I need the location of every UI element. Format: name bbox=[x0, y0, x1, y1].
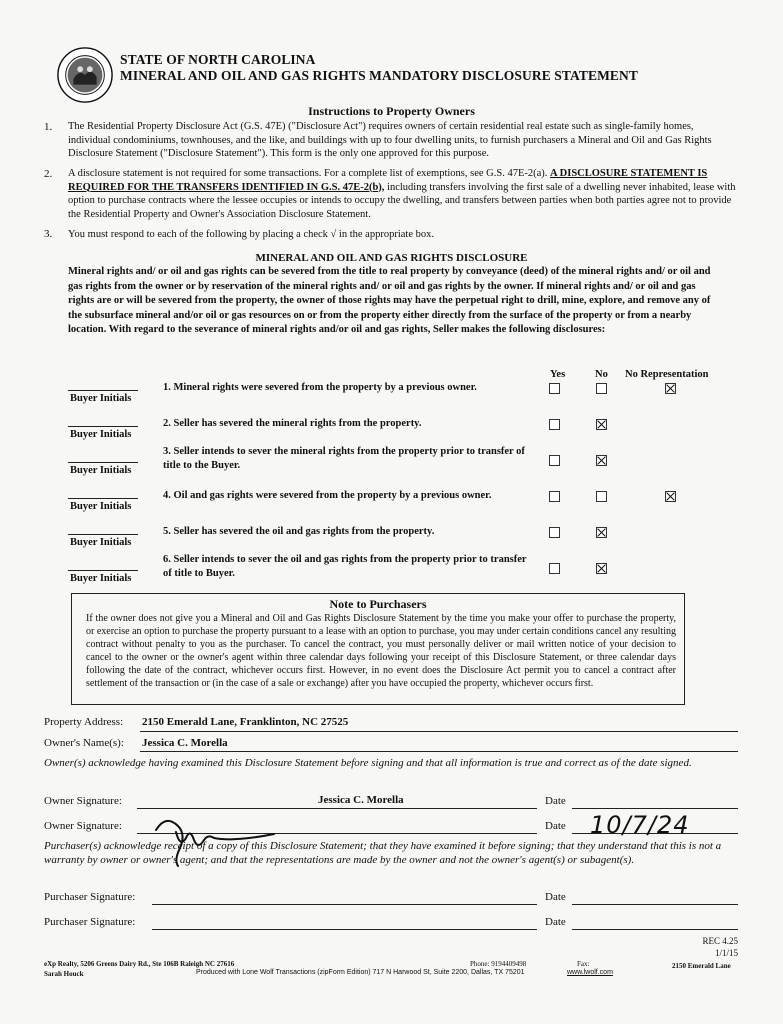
checkbox-item-4-yes[interactable] bbox=[549, 491, 560, 502]
instruction-2-number: 2. bbox=[44, 168, 53, 180]
footer-phone: Phone: 9194409498 bbox=[470, 960, 527, 968]
owners-name-value[interactable]: Jessica C. Morella bbox=[142, 737, 228, 749]
buyer-initials-line-5[interactable] bbox=[68, 534, 138, 535]
owner-signature-1-date-line[interactable] bbox=[572, 808, 738, 809]
property-address-line bbox=[140, 731, 738, 732]
owner-signature-2-date-label: Date bbox=[545, 820, 566, 832]
owner-acknowledgement: Owner(s) acknowledge having examined this Disclosure Statement before signing and that all information is true and correct as of the date signed. bbox=[44, 757, 692, 769]
document-header bbox=[120, 52, 638, 84]
footer-brokerage: eXp Realty, 5206 Greens Dairy Rd., Ste 106B Raleigh NC 27616 bbox=[44, 960, 235, 968]
disclosure-item-3-text: 3. Seller intends to sever the mineral rights from the property prior to transfer of title to the Buyer. bbox=[163, 446, 525, 471]
checkbox-item-6-no[interactable] bbox=[596, 563, 607, 574]
instruction-3-text: You must respond to each of the following by placing a check √ in the appropriate box. bbox=[68, 229, 434, 240]
owners-name-line bbox=[140, 751, 738, 752]
disclosure-item-5-text: 5. Seller has severed the oil and gas rights from the property. bbox=[163, 526, 435, 537]
owner-signature-2-date-value: 10/7/24 bbox=[590, 811, 690, 839]
column-no-representation: No Representation bbox=[625, 369, 709, 380]
state-seal-logo bbox=[56, 46, 114, 104]
instruction-3-number: 3. bbox=[44, 228, 53, 240]
purchaser-signature-2-label: Purchaser Signature: bbox=[44, 916, 136, 928]
disclosure-intro: Mineral rights and/ or oil and gas rights can be severed from the title to real property by conveyance (deed) of the mineral rights and/ or oil and gas rights from the owner or by reservation of the mineral rights and/ or oil and gas rights by the owner. If mineral rights and/ or oil and gas rights are or will be severed from the property, the owner of those rights may have the perpetual right to drill, mine, explore, and remove any of the subsurface mineral and/or oil or gas resources on or from the property either directly from the surface of the property or from a nearby location. With regard to the severance of mineral rights and/or oil and gas rights, Seller makes the following disclosures: bbox=[68, 266, 711, 335]
checkbox-item-2-no[interactable] bbox=[596, 419, 607, 430]
checkbox-item-1-yes[interactable] bbox=[549, 383, 560, 394]
buyer-initials-label-6: Buyer Initials bbox=[70, 573, 132, 584]
instruction-1-text: The Residential Property Disclosure Act (G.S. 47E) ("Disclosure Act") requires owners of certain residential real estate such as single-family homes, individual condominiums, townhouses, and the like, and buildings with up to four dwelling units, to furnish purchasers a Mineral and Oil and Gas Rights Disclosure Statement ("Disclosure Statement"). This form is the only one approved for this purpose. bbox=[68, 121, 712, 159]
buyer-initials-label-3: Buyer Initials bbox=[70, 465, 132, 476]
checkbox-item-3-no[interactable] bbox=[596, 455, 607, 466]
instruction-2-emphasis: A DISCLOSURE STATEMENT IS REQUIRED FOR THE TRANSFERS IDENTIFIED IN G.S. 47E-2(b), bbox=[68, 168, 708, 193]
note-title: Note to Purchasers bbox=[329, 597, 427, 611]
column-yes: Yes bbox=[550, 369, 566, 380]
owners-name-label: Owner's Name(s): bbox=[44, 737, 124, 749]
buyer-initials-line-4[interactable] bbox=[68, 498, 138, 499]
footer-property: 2150 Emerald Lane bbox=[672, 962, 731, 970]
checkbox-item-4-no[interactable] bbox=[596, 491, 607, 502]
owner-signature-1-date-label: Date bbox=[545, 795, 566, 807]
footer-produced: Produced with Lone Wolf Transactions (zipForm Edition) 717 N Harwood St, Suite 2200, Dallas, TX 75201 bbox=[196, 969, 525, 976]
disclosure-title: MINERAL AND OIL AND GAS RIGHTS DISCLOSURE bbox=[255, 252, 528, 264]
purchaser-signature-1-line[interactable] bbox=[152, 904, 537, 905]
disclosure-item-2-text: 2. Seller has severed the mineral rights from the property. bbox=[163, 418, 422, 429]
disclosure-item-1-text: 1. Mineral rights were severed from the property by a previous owner. bbox=[163, 382, 477, 393]
purchaser-signature-1-date-label: Date bbox=[545, 891, 566, 903]
property-address-value[interactable]: 2150 Emerald Lane, Franklinton, NC 27525 bbox=[142, 716, 349, 728]
footer-fax: Fax: bbox=[577, 960, 590, 968]
checkbox-item-1-no-rep[interactable] bbox=[665, 383, 676, 394]
buyer-initials-label-5: Buyer Initials bbox=[70, 537, 132, 548]
buyer-initials-label-4: Buyer Initials bbox=[70, 501, 132, 512]
instruction-2-part-a: A disclosure statement is not required for some transactions. For a complete list of exemptions, see G.S. 47E-2(a). bbox=[68, 168, 548, 179]
footer-website-link[interactable]: www.lwolf.com bbox=[567, 969, 613, 976]
instruction-1-number: 1. bbox=[44, 121, 53, 133]
form-date: 1/1/15 bbox=[714, 948, 738, 958]
purchaser-signature-1-label: Purchaser Signature: bbox=[44, 891, 136, 903]
purchaser-signature-2-line[interactable] bbox=[152, 929, 537, 930]
form-code: REC 4.25 bbox=[702, 936, 738, 946]
checkbox-item-2-yes[interactable] bbox=[549, 419, 560, 430]
property-address-label: Property Address: bbox=[44, 716, 124, 728]
buyer-initials-line-6[interactable] bbox=[68, 570, 138, 571]
state-name: STATE OF NORTH CAROLINA bbox=[120, 52, 316, 67]
buyer-initials-line-2[interactable] bbox=[68, 426, 138, 427]
footer-agent: Sarah Houck bbox=[44, 970, 84, 978]
disclosure-item-6-text: 6. Seller intends to sever the oil and gas rights from the property prior to transfer of title to Buyer. bbox=[163, 554, 527, 579]
instruction-2-part-b: including transfers involving the first sale of a dwelling never inhabited, lease with option to purchase contracts where the lessee occupies or intends to occupy the dwelling, and transfers between parties when both parties agree not to provide the Residential Property and Owner's Association Disclosure Statement. bbox=[68, 181, 736, 220]
instruction-2-text bbox=[68, 167, 738, 221]
checkbox-item-5-yes[interactable] bbox=[549, 527, 560, 538]
document-title: MINERAL AND OIL AND GAS RIGHTS MANDATORY DISCLOSURE STATEMENT bbox=[120, 68, 638, 83]
checkbox-item-3-yes[interactable] bbox=[549, 455, 560, 466]
purchaser-signature-2-date-line[interactable] bbox=[572, 929, 738, 930]
owner-signature-2-label: Owner Signature: bbox=[44, 820, 122, 832]
checkbox-item-6-yes[interactable] bbox=[549, 563, 560, 574]
buyer-initials-line-3[interactable] bbox=[68, 462, 138, 463]
buyer-initials-line-1[interactable] bbox=[68, 390, 138, 391]
disclosure-item-4-text: 4. Oil and gas rights were severed from the property by a previous owner. bbox=[163, 490, 492, 501]
checkbox-item-1-no[interactable] bbox=[596, 383, 607, 394]
note-text: If the owner does not give you a Mineral and Oil and Gas Rights Disclosure Statement by the time you make your offer to purchase the property, or exercise an option to purchase the property pursuant to a lease with an option to purchase, you may under certain conditions cancel any resulting contract without penalty to you as the purchaser. To cancel the contract, you must personally deliver or mail written notice of your decision to cancel to the owner or the owner's agent within three calendar days following your receipt of this Disclosure Statement, or three calendar days following the date of the contract, whichever occurs first. However, in no event does the Disclosure Act permit you to cancel a contract after settlement of the transaction or (in the case of a sale or exchange) after you have occupied the property, whichever occurs first. bbox=[86, 613, 676, 689]
purchaser-signature-2-date-label: Date bbox=[545, 916, 566, 928]
column-no: No bbox=[595, 369, 608, 380]
owner-signature-1-name: Jessica C. Morella bbox=[318, 794, 404, 806]
instructions-title: Instructions to Property Owners bbox=[308, 104, 475, 118]
checkbox-item-5-no[interactable] bbox=[596, 527, 607, 538]
purchaser-acknowledgement: Purchaser(s) acknowledge receipt of a copy of this Disclosure Statement; that they have examined it before signing; that they understand that this is not a warranty by owner or owner's agent; and that the representations are made by the owner and not the owner's agent(s) or subagent(s). bbox=[44, 840, 722, 866]
buyer-initials-label-2: Buyer Initials bbox=[70, 429, 132, 440]
checkbox-item-4-no-rep[interactable] bbox=[665, 491, 676, 502]
owner-signature-1-label: Owner Signature: bbox=[44, 795, 122, 807]
purchaser-signature-1-date-line[interactable] bbox=[572, 904, 738, 905]
buyer-initials-label-1: Buyer Initials bbox=[70, 393, 132, 404]
